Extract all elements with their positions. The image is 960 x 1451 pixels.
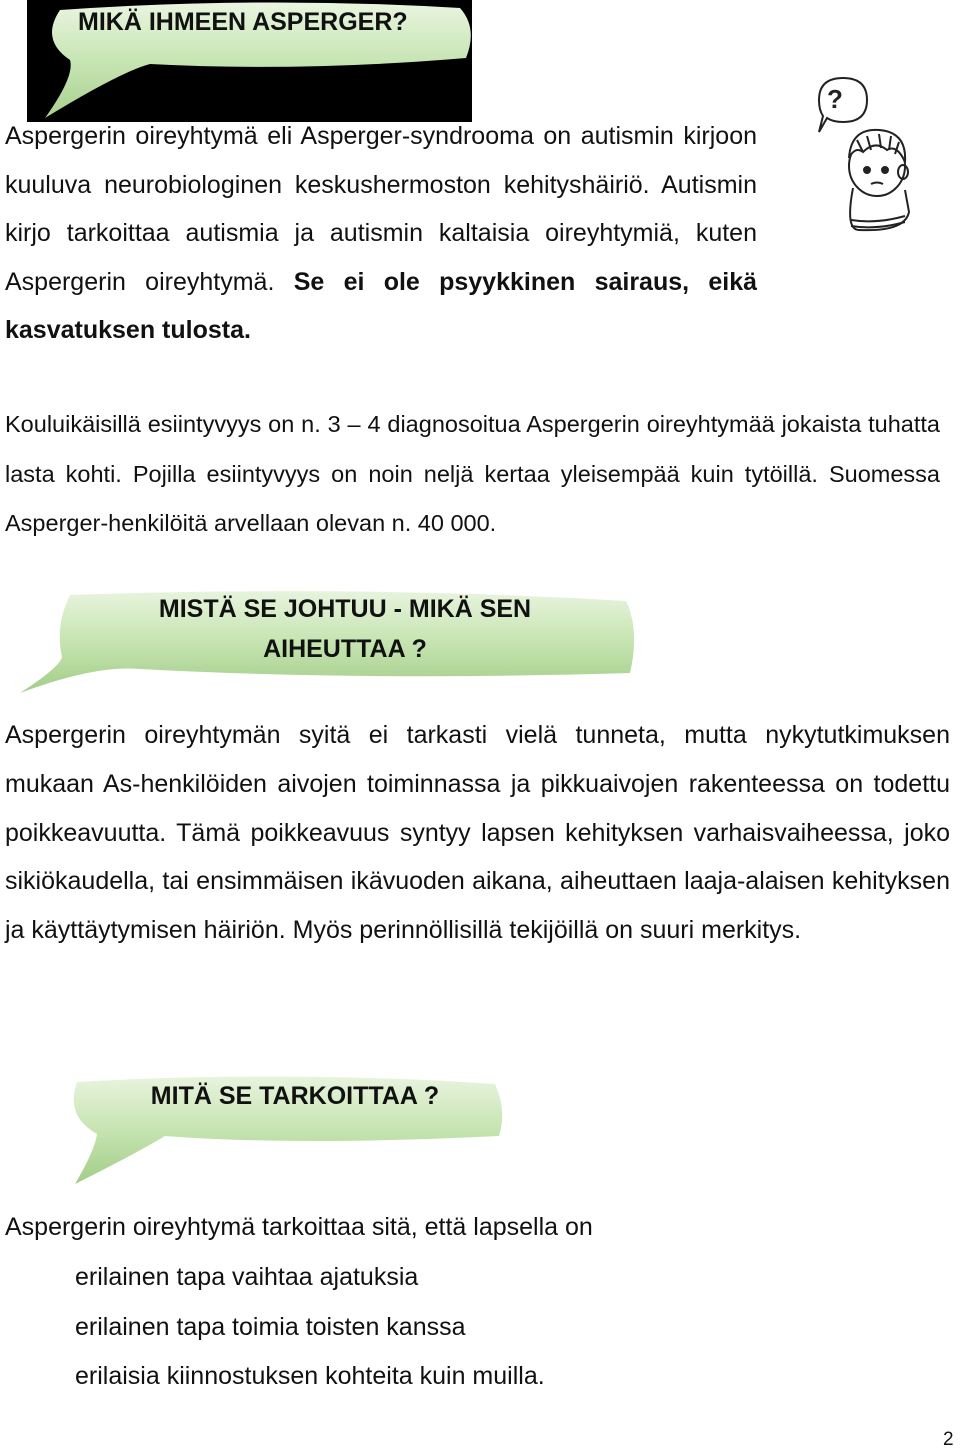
intro-text: Aspergerin oireyhtymä eli Asperger-syndrooma on autismin kirjoon kuuluva neurobiologinen keskushermoston kehityshäiriö. Autismin kirjo tarkoittaa autismia ja autismin kaltaisia oireyhtymiä, kuten Aspergerin oireyhtymä. [5, 122, 757, 296]
intro-bold-text: Se ei ole psyykkinen sairaus, eikä kasvatuksen tulosta. [5, 267, 758, 344]
heading-meaning: MITÄ SE TARKOITTAA ? [150, 1082, 440, 1110]
heading-what-is: MIKÄ IHMEEN ASPERGER? [78, 8, 408, 36]
question-mark-icon: ? [827, 84, 843, 114]
causes-paragraph: Aspergerin oireyhtymän syitä ei tarkasti vielä tunneta, mutta nykytutkimuksen mukaan As-henkilöiden aivojen toiminnassa ja pikkuaivojen rakenteessa on todettu poikkeavuutta. Tämä poikkeavuus syntyy lapsen kehityksen varhaisvaiheessa, joko sikiökaudella, tai ensimmäisen ikävuoden aikana, aiheuttaen laaja-alaisen kehityksen ja käyttäytymisen häiriön. Myös perinnöllisillä tekijöillä on suuri merkitys. [5, 721, 950, 945]
prevalence-paragraph: Kouluikäisillä esiintyvyys on n. 3 – 4 diagnosoitua Aspergerin oireyhtymää jokaista tuhatta lasta kohti. Pojilla esiintyvyys on noin neljä kertaa yleisempää kuin tytöillä. Suomessa Asperger-henkilöitä arvellaan olevan n. 40 000. [5, 411, 940, 536]
page-number: 2 [943, 1429, 954, 1450]
list-item: erilainen tapa toimia toisten kanssa [75, 1313, 466, 1341]
list-item: erilainen tapa vaihtaa ajatuksia [75, 1263, 419, 1291]
heading-cause: MISTÄ SE JOHTUU - MIKÄ SEN AIHEUTTAA ? [158, 595, 532, 663]
intro-paragraph [5, 112, 757, 355]
meaning-lead: Aspergerin oireyhtymä tarkoittaa sitä, että lapsella on [5, 1213, 593, 1241]
thinking-boy-illustration [805, 70, 915, 240]
list-item: erilaisia kiinnostuksen kohteita kuin muilla. [75, 1362, 545, 1390]
